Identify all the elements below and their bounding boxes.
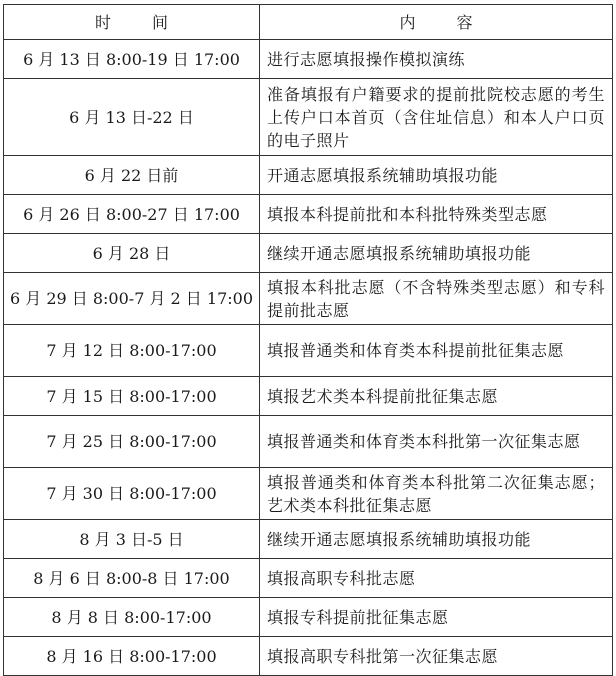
table-row: [4, 559, 613, 598]
table-row: [4, 637, 613, 676]
time-cell: 6 月 22 日前: [4, 156, 260, 195]
table-row: [4, 273, 613, 325]
time-cell: 6 月 28 日: [4, 234, 260, 273]
content-cell: 继续开通志愿填报系统辅助填报功能: [260, 520, 613, 559]
time-cell: 6 月 26 日 8:00-27 日 17:00: [4, 195, 260, 234]
header-time: 时 间: [4, 5, 260, 40]
time-cell: 7 月 12 日 8:00-17:00: [4, 325, 260, 377]
table-row: [4, 468, 613, 520]
table-row: [4, 156, 613, 195]
content-cell: 填报高职专科批第一次征集志愿: [260, 637, 613, 676]
schedule-table: [3, 4, 613, 676]
content-cell: 继续开通志愿填报系统辅助填报功能: [260, 234, 613, 273]
content-cell: 填报普通类和体育类本科批第二次征集志愿；艺术类本科批征集志愿: [260, 468, 613, 520]
table-row: [4, 520, 613, 559]
content-cell: 填报普通类和体育类本科批第一次征集志愿: [260, 416, 613, 468]
content-cell: 进行志愿填报操作模拟演练: [260, 40, 613, 79]
content-cell: 填报艺术类本科提前批征集志愿: [260, 377, 613, 416]
content-cell: 填报专科提前批征集志愿: [260, 598, 613, 637]
time-cell: 6 月 13 日-22 日: [4, 79, 260, 156]
table-row: [4, 79, 613, 156]
content-cell: 填报本科提前批和本科批特殊类型志愿: [260, 195, 613, 234]
table-row: [4, 377, 613, 416]
table-row: [4, 40, 613, 79]
content-cell: 开通志愿填报系统辅助填报功能: [260, 156, 613, 195]
time-cell: 7 月 15 日 8:00-17:00: [4, 377, 260, 416]
header-row: [4, 5, 613, 40]
content-cell: 填报普通类和体育类本科提前批征集志愿: [260, 325, 613, 377]
time-cell: 8 月 3 日-5 日: [4, 520, 260, 559]
time-cell: 6 月 29 日 8:00-7 月 2 日 17:00: [4, 273, 260, 325]
content-cell: 填报高职专科批志愿: [260, 559, 613, 598]
table-row: [4, 195, 613, 234]
content-cell: 准备填报有户籍要求的提前批院校志愿的考生上传户口本首页（含住址信息）和本人户口页的电子照片: [260, 79, 613, 156]
header-content: 内 容: [260, 5, 613, 40]
time-cell: 7 月 25 日 8:00-17:00: [4, 416, 260, 468]
table-row: [4, 234, 613, 273]
time-cell: 7 月 30 日 8:00-17:00: [4, 468, 260, 520]
content-cell: 填报本科批志愿（不含特殊类型志愿）和专科提前批志愿: [260, 273, 613, 325]
table-row: [4, 598, 613, 637]
time-cell: 8 月 16 日 8:00-17:00: [4, 637, 260, 676]
table-row: [4, 416, 613, 468]
time-cell: 8 月 6 日 8:00-8 日 17:00: [4, 559, 260, 598]
table-row: [4, 325, 613, 377]
time-cell: 8 月 8 日 8:00-17:00: [4, 598, 260, 637]
time-cell: 6 月 13 日 8:00-19 日 17:00: [4, 40, 260, 79]
